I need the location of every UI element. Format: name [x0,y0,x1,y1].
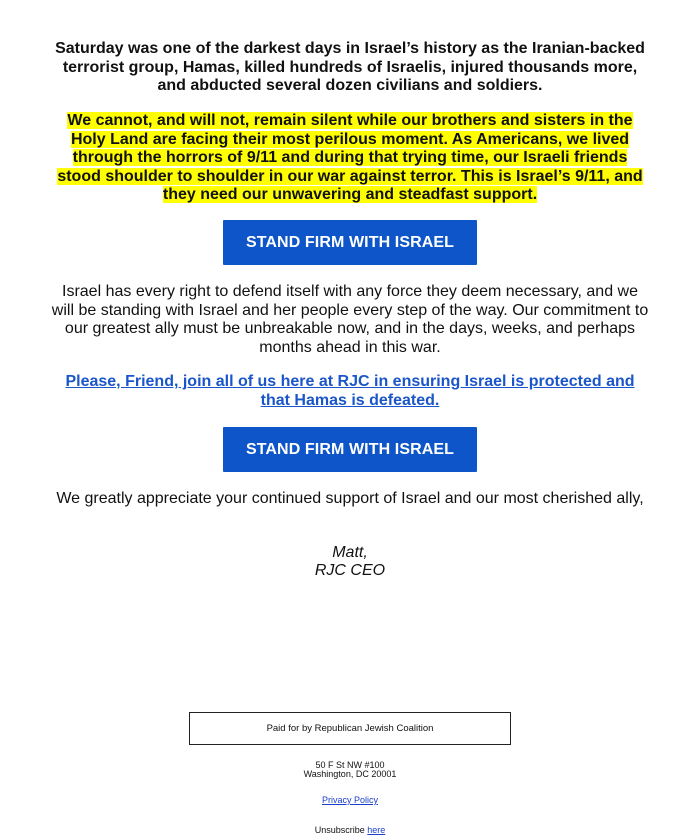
join-paragraph [50,373,650,410]
privacy-policy-link[interactable]: Privacy Policy [321,795,378,805]
address-line-2: Washington, DC 20001 [303,769,397,779]
address-line-1: 50 F St NW #100 [315,760,385,770]
defense-paragraph: Israel has every right to defend itself with any force they deem necessary, and we will be standing with Israel and her people every step of the way. Our commitment to our greatest ally must be unbreakable now, and in the days, weeks, and perhaps months ahead in this war. [51,283,649,356]
closing-paragraph: We greatly appreciate your continued support of Israel and our most cherished ally, [56,490,644,507]
unsubscribe-label: Unsubscribe [314,825,365,835]
highlighted-paragraph [50,112,650,205]
unsubscribe-row [200,825,500,835]
paid-for-disclaimer: Paid for by Republican Jewish Coalition [189,712,511,745]
signature-name: Matt, [332,544,368,561]
join-rjc-link[interactable]: Please, Friend, join all of us here at RJC in ensuring Israel is protected and that Hamas is defeated. [65,373,635,409]
signature-title: RJC CEO [314,562,386,579]
highlighted-text: We cannot, and will not, remain silent while our brothers and sisters in the Holy Land are facing their most perilous moment. As Americans, we lived through the horrors of 9/11 and during that trying time, our Israeli friends stood shoulder to shoulder in our war against terror. This is Israel’s 9/11, and they need our unwavering and steadfast support. [57,112,643,203]
stand-firm-button-top[interactable]: STAND FIRM WITH ISRAEL [223,220,477,265]
intro-paragraph: Saturday was one of the darkest days in Israel’s history as the Iranian-backed terrorist group, Hamas, killed hundreds of Israelis, injured thousands more, and abducted several dozen civilians and soldiers. [55,40,645,94]
stand-firm-button-bottom[interactable]: STAND FIRM WITH ISRAEL [223,427,477,472]
unsubscribe-link[interactable]: here [367,825,386,835]
privacy-policy-row [200,795,500,805]
